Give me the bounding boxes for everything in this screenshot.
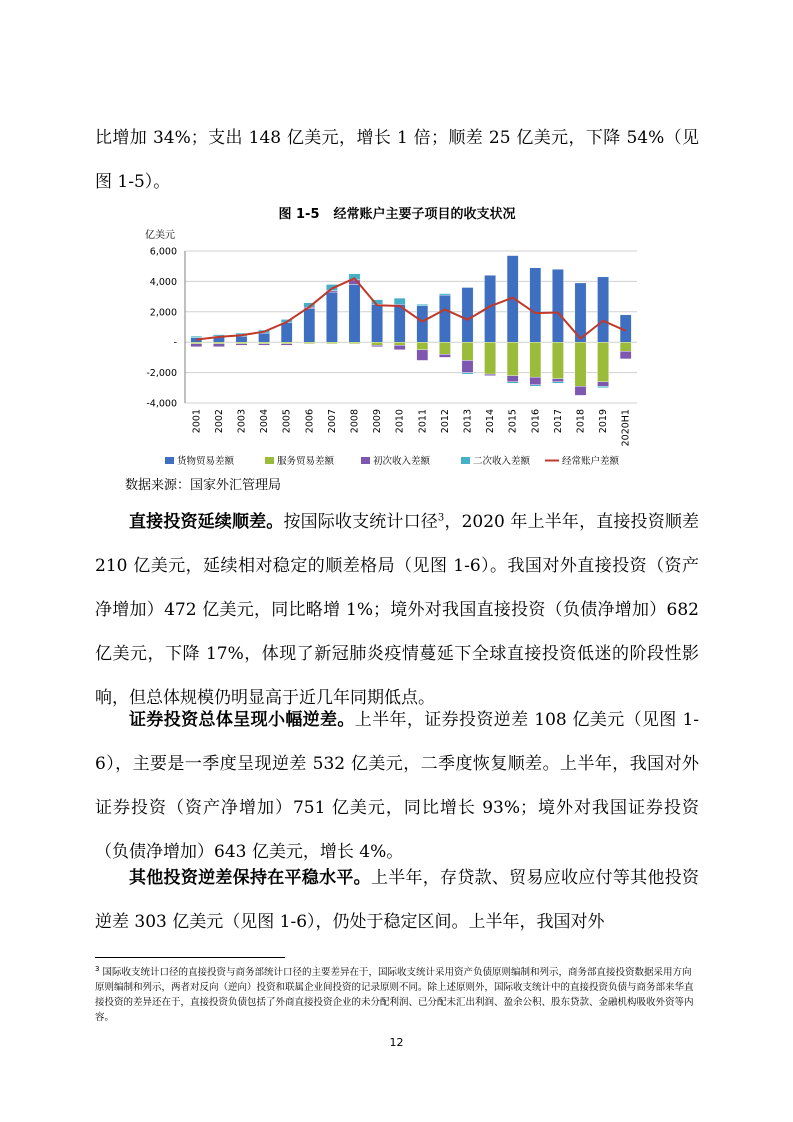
bar-segment xyxy=(191,336,202,338)
bar-segment xyxy=(484,342,495,374)
x-tick-label: 2009 xyxy=(372,409,384,434)
bar-segment xyxy=(597,342,608,382)
bar-segment xyxy=(530,342,541,377)
x-tick-label: 2012 xyxy=(439,409,451,434)
bar-segment xyxy=(281,322,292,342)
legend-label: 经常账户差额 xyxy=(562,456,620,467)
paragraph-1-text-a: 按国际收支统计口径 xyxy=(283,512,438,532)
x-tick-label: 2010 xyxy=(394,409,406,434)
page-number: 12 xyxy=(389,1036,404,1049)
y-tick-label: - xyxy=(173,337,177,349)
bar-segment xyxy=(462,360,473,372)
bar-segment xyxy=(371,342,382,345)
bar-segment xyxy=(507,382,518,384)
bar-segment xyxy=(552,342,563,378)
x-tick-label: 2013 xyxy=(462,409,474,434)
legend-item xyxy=(545,455,620,467)
footnote-mark: 3 xyxy=(95,965,100,973)
x-tick-label: 2006 xyxy=(304,409,316,434)
bar-segment xyxy=(213,344,224,347)
bar-segment xyxy=(439,294,450,296)
bar-segment xyxy=(597,277,608,342)
bar-segment xyxy=(597,382,608,387)
bar-segment xyxy=(530,385,541,387)
footnote-divider xyxy=(95,957,285,958)
paragraph-other-investment xyxy=(95,856,699,944)
bar-segment xyxy=(258,333,269,342)
figure-number: 图 1-5 xyxy=(278,207,320,222)
bar-segment xyxy=(462,373,473,375)
bar-segment xyxy=(530,268,541,342)
bar-segment xyxy=(507,342,518,375)
x-tick-label: 2016 xyxy=(530,409,542,434)
bar-segment xyxy=(304,342,315,344)
paragraph-direct-investment xyxy=(95,500,699,720)
bar-segment xyxy=(417,306,428,342)
legend-swatch xyxy=(461,457,470,464)
x-tick-label: 2002 xyxy=(213,409,225,434)
bar-segment xyxy=(439,354,450,357)
bar-segment xyxy=(394,342,405,345)
x-tick-label: 2018 xyxy=(575,409,587,434)
bar-segment xyxy=(439,342,450,354)
bar-segment xyxy=(462,342,473,360)
bar-segment xyxy=(620,351,631,359)
bar-segment xyxy=(304,309,315,342)
x-tick-label: 2004 xyxy=(259,409,271,434)
legend-label: 货物贸易差额 xyxy=(177,456,235,467)
bar-segment xyxy=(281,344,292,346)
legend-item xyxy=(265,455,335,467)
y-axis-unit-label: 亿美元 xyxy=(145,230,175,241)
y-tick-label: 2,000 xyxy=(149,307,177,319)
legend-swatch xyxy=(265,457,274,464)
paragraph-3-text: 上半年，存贷款、贸易应收应付等其他投资逆差 303 亿美元（见图 1-6），仍处于稳定区间。上半年，我国对外 xyxy=(95,868,699,932)
bar-segment xyxy=(530,377,541,385)
x-tick-label: 2005 xyxy=(281,409,293,434)
chart-legend xyxy=(165,455,620,467)
bar-segment xyxy=(326,342,337,344)
bar-segment xyxy=(417,342,428,350)
legend-swatch xyxy=(361,457,370,464)
bar-segment xyxy=(575,342,586,386)
x-tick-label: 2017 xyxy=(552,409,564,434)
y-tick-label: -4,000 xyxy=(146,398,177,410)
bar-segment xyxy=(484,374,495,376)
x-tick-label: 2011 xyxy=(417,409,429,434)
bar-segment xyxy=(394,298,405,304)
x-tick-label: 2015 xyxy=(507,409,519,434)
paragraph-0-text: 比增加 34%；支出 148 亿美元，增长 1 倍；顺差 25 亿美元，下降 54%（见图 1-5）。 xyxy=(95,128,699,192)
legend-label: 二次收入差额 xyxy=(473,456,531,467)
paragraph-1-lead: 直接投资延续顺差。 xyxy=(129,512,284,532)
paragraph-3-lead: 其他投资逆差保持在平稳水平。 xyxy=(129,868,371,888)
paragraph-1-text-b: ，2020 年上半年，直接投资顺差 210 亿美元，延续相对稳定的顺差格局（见图 1-6）。我国对外直接投资（资产净增加）472 亿美元，同比略增 1%；境外对我国直接投资（负债净增加）682 亿美元，下降 17%，体现了新冠肺炎疫情蔓延下全球直接投资低迷的阶段性影响，但总体规模仍明显高于近几年同期低点。 xyxy=(95,512,700,708)
bar-segment xyxy=(258,342,269,344)
current-account-chart xyxy=(125,226,685,472)
bar-segment xyxy=(620,342,631,351)
bar-segment xyxy=(371,304,382,342)
footnote xyxy=(95,962,699,1025)
x-tick-label: 2014 xyxy=(485,409,497,434)
bar-segment xyxy=(552,382,563,384)
x-tick-label: 2019 xyxy=(598,409,610,434)
bar-segment xyxy=(552,269,563,342)
figure-source: 数据来源：国家外汇管理局 xyxy=(125,478,282,493)
bar-segment xyxy=(439,295,450,342)
bar-segment xyxy=(417,350,428,361)
paragraph-continued xyxy=(95,116,699,204)
bar-segment xyxy=(326,292,337,342)
bar-segment xyxy=(507,376,518,382)
legend-item xyxy=(461,455,531,467)
bar-segment xyxy=(281,342,292,344)
bar-segment xyxy=(394,345,405,350)
x-tick-label: 2008 xyxy=(349,409,361,434)
legend-item xyxy=(361,455,431,467)
bar-segment xyxy=(417,304,428,306)
x-tick-label: 2020H1 xyxy=(620,409,632,447)
bar-segment xyxy=(236,344,247,346)
legend-swatch xyxy=(165,457,174,464)
bar-segment xyxy=(236,342,247,344)
paragraph-2-lead: 证券投资总体呈现小幅逆差。 xyxy=(129,710,355,730)
bar-segment xyxy=(191,344,202,347)
legend-item xyxy=(165,455,235,467)
x-tick-label: 2001 xyxy=(191,409,203,434)
bar-segment xyxy=(258,344,269,346)
figure-caption: 经常账户主要子项目的收支状况 xyxy=(333,207,516,222)
x-tick-label: 2003 xyxy=(236,409,248,434)
figure-title xyxy=(95,203,699,222)
bar-segment xyxy=(552,379,563,382)
paragraph-portfolio-investment xyxy=(95,698,699,874)
bar-segment xyxy=(236,336,247,342)
legend-label: 初次收入差额 xyxy=(373,456,431,467)
bar-segment xyxy=(575,386,586,395)
footnote-ref: 3 xyxy=(437,512,445,524)
bar-segment xyxy=(213,342,224,344)
bar-segment xyxy=(371,345,382,347)
y-tick-label: 6,000 xyxy=(149,246,177,258)
paragraph-2-text: 上半年，证券投资逆差 108 亿美元（见图 1-6），主要是一季度呈现逆差 532 亿美元，二季度恢复顺差。上半年，我国对外证券投资（资产净增加）751 亿美元，同比增长 93%；境外对我国证券投资（负债净增加）643 亿美元，增长 4%。 xyxy=(95,710,700,862)
bar-segment xyxy=(597,386,608,388)
chart-bars xyxy=(191,256,632,396)
bar-segment xyxy=(462,287,473,342)
legend-label: 服务贸易差额 xyxy=(277,456,335,467)
y-tick-label: 4,000 xyxy=(149,276,177,288)
bar-segment xyxy=(349,342,360,344)
bar-segment xyxy=(191,342,202,344)
y-tick-label: -2,000 xyxy=(146,368,177,380)
x-tick-label: 2007 xyxy=(326,409,338,434)
bar-segment xyxy=(349,284,360,342)
footnote-text: 国际收支统计口径的直接投资与商务部统计口径的主要差异在于，国际收支统计采用资产负债原则编制和列示，商务部直接投资数据采用方向原则编制和列示，两者对反向（逆向）投资和联属企业间投资的记录原则不同。除上述原则外，国际收支统计中的直接投资负债与商务部来华直接投资的差异还在于，直接投资负债包括了外商直接投资企业的未分配利润、已分配未汇出利润、盈余公积、股东贷款、金融机构吸收外资等内容。 xyxy=(95,967,694,1024)
